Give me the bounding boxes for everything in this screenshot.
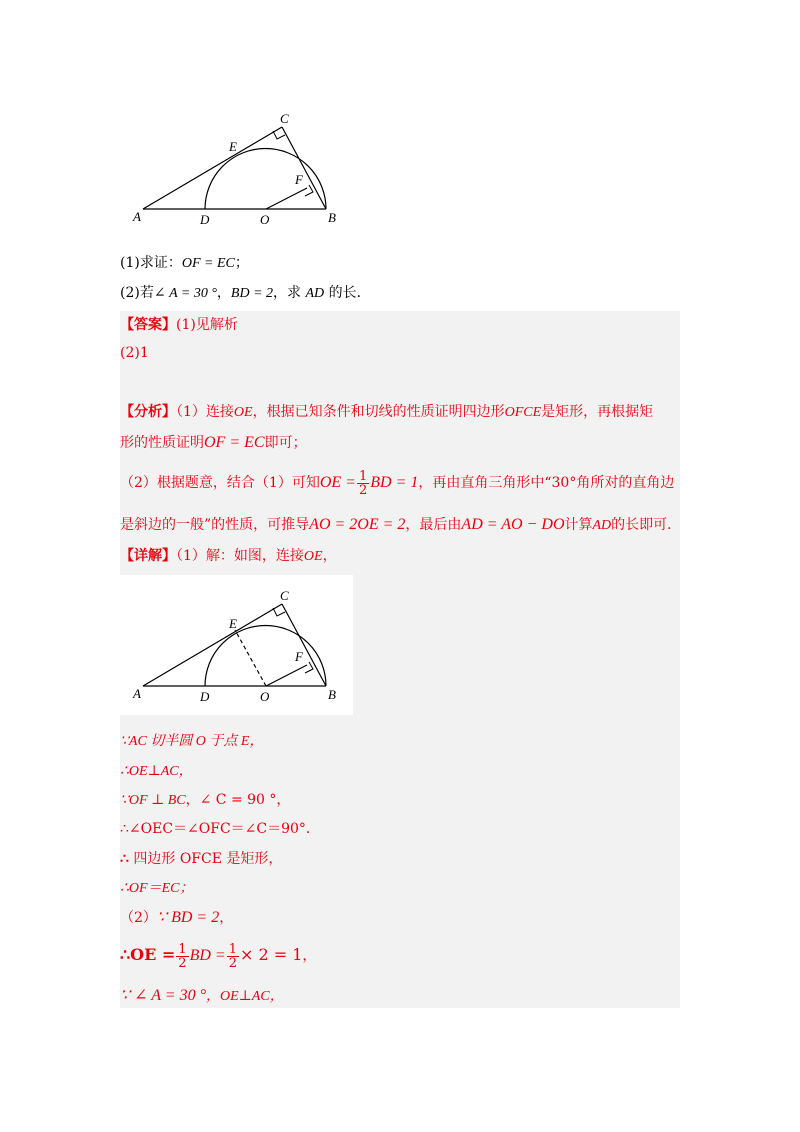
figure-2-svg [130,585,350,707]
answer-line-2 [120,343,149,363]
detail-s9-a: ∵ ∠ A = 30 ° [120,987,206,1004]
detail-step-6 [120,878,193,899]
analysis-l1-ofce: OFCE [504,405,542,420]
q2-ad: AD [305,286,325,301]
label-f-2: F [295,649,303,664]
detail-s5-a: ∴ [120,851,129,867]
analysis-l1-oe: OE [233,405,253,420]
answer-2: (2)1 [120,345,149,361]
detail-step-4 [120,819,320,839]
detail-intro-b: ， [322,548,337,564]
detail-step-8 [120,940,316,971]
question-1 [120,253,249,274]
detail-s3-b: ，∠ C = 90 °， [185,792,291,808]
detail-s8-d: ， [302,948,317,964]
detail-s7-a: （2） [120,910,157,926]
question-2 [120,283,371,304]
q2-bd: BD = 2 [230,286,274,301]
q2-ask: ，求 [273,285,306,301]
analysis-l2-a: 形的性质证明 [120,435,204,451]
line-cb-2 [282,604,326,686]
detail-s9-b: ，OE⊥AC， [205,989,284,1004]
detail-step-5 [120,849,282,869]
analysis-l4-ad: AD [592,518,612,533]
geometry-figure-1 [130,108,350,230]
analysis-tag: 【分析】 [120,404,176,420]
detail-s2: ∴OE⊥AC， [120,764,193,779]
line-of [266,188,307,209]
analysis-l3-oe: OE = [319,474,356,491]
frac-num-2: 1 [228,941,237,957]
answer-line-1 [120,315,238,335]
dashed-line-oe [235,630,266,686]
analysis-l4-expr1: AO = 2OE = 2 [309,516,406,533]
analysis-l1-c: 是矩形，再根据矩 [541,404,654,420]
analysis-l2-expr: OF = EC [204,434,265,451]
analysis-l3-b: ，再由直角三角形中“30°角所对的直角边 [418,475,675,491]
analysis-l4-expr2: AD = AO − DO [461,516,565,533]
frac-den: 2 [358,482,368,498]
label-f: F [295,172,303,187]
q2-mid: ， [216,285,231,301]
analysis-line-4 [120,515,681,536]
detail-s7-b: ∵ BD = 2 [156,909,220,926]
detail-s1: ∵AC 切半圆 O 于点 E， [120,734,264,749]
q2-prefix: (2)若 [120,285,154,301]
label-a: A [133,209,141,224]
q1-prefix: (1)求证： [120,255,182,271]
semicircle-2 [205,626,326,687]
q1-suffix: ； [234,255,249,271]
detail-s8-a: ∴OE = [120,945,176,964]
frac-den-2: 2 [228,955,237,971]
right-angle-f-2 [305,662,313,673]
label-c-2: C [280,588,289,603]
label-b: B [328,210,336,225]
detail-step-9 [120,986,284,1007]
detail-tag: 【详解】 [120,548,176,564]
analysis-line-3 [120,468,674,498]
analysis-line-2 [120,433,307,453]
detail-s3-a: ∵OF ⊥ BC [120,793,186,808]
answer-tag: 【答案】 [120,317,176,333]
detail-s8-frac-2 [227,943,239,970]
analysis-l4-a: 是斜边的一般”的性质，可推导 [120,517,310,533]
label-c: C [280,111,289,126]
detail-s7-c: ， [219,910,234,926]
right-angle-f [305,185,313,196]
detail-s4: ∴∠OEC＝∠OFC＝∠C＝90°． [120,821,320,837]
semicircle [205,149,326,210]
detail-s8-c: × 2 = 1 [239,945,303,964]
analysis-l4-b: ，最后由 [405,517,462,533]
analysis-l3-a: （2）根据题意，结合（1）可知 [120,475,320,491]
q1-expr: OF = EC [181,256,235,271]
frac-den-1: 2 [178,955,187,971]
detail-intro-oe: OE [303,549,323,564]
detail-intro [120,546,337,567]
label-b-2: B [328,687,336,702]
label-d-2: D [200,689,210,704]
analysis-l3-bd: BD = 1 [370,474,419,491]
right-angle-c [273,131,285,139]
detail-step-1 [120,731,263,752]
line-cb [282,127,326,209]
right-angle-c-2 [273,608,285,616]
analysis-l1-a: （1）连接 [176,404,234,420]
figure-1-svg [130,108,350,230]
line-ac-2 [143,604,282,686]
analysis-l4-c: 计算 [564,517,593,533]
detail-intro-a: （1）解：如图，连接 [176,548,304,564]
detail-s8-b: BD = [189,947,226,964]
label-o-2: O [260,689,270,704]
analysis-l3-fraction [357,470,369,497]
label-e-2: E [229,616,237,631]
label-d: D [200,212,210,227]
detail-s6: ∴OF＝EC； [120,881,194,896]
answer-1: (1)见解析 [176,317,238,333]
label-e: E [229,139,237,154]
detail-step-2 [120,761,193,782]
label-o: O [260,212,270,227]
line-of-2 [266,665,307,686]
analysis-l1-b: ，根据已知条件和切线的性质证明四边形 [252,404,505,420]
analysis-line-1 [120,402,653,423]
frac-num: 1 [358,468,368,484]
q2-end: 的长． [324,285,371,301]
analysis-l4-d: 的长即可． [611,517,682,533]
line-ac [143,127,282,209]
detail-s5-b: 四边形 OFCE 是矩形， [128,851,283,867]
q2-angle: ∠ A = 30 ° [153,286,217,301]
detail-step-7 [120,908,233,928]
geometry-figure-2 [130,585,350,707]
detail-step-3 [120,790,290,811]
frac-num-1: 1 [178,941,187,957]
label-a-2: A [133,686,141,701]
detail-s8-frac-1 [176,943,188,970]
analysis-l2-b: 即可； [264,435,307,451]
